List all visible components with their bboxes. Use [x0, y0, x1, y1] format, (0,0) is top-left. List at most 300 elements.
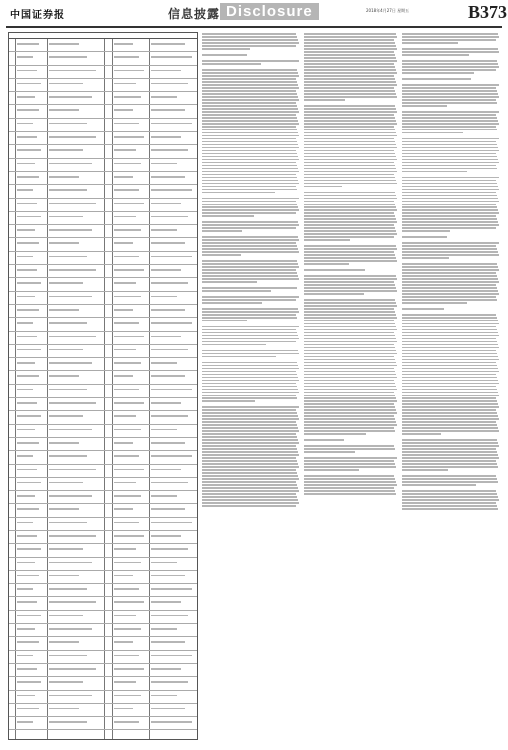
text-line-placeholder: [304, 105, 395, 107]
text-line-placeholder: [202, 350, 298, 352]
text-line-placeholder: [402, 257, 449, 259]
text-line-placeholder: [402, 218, 497, 220]
table-cell-placeholder: [114, 56, 139, 58]
text-line-placeholder: [304, 350, 396, 352]
table-cell-placeholder: [17, 628, 35, 630]
text-line-placeholder: [402, 87, 496, 89]
table-row: [9, 438, 197, 451]
text-line-placeholder: [202, 439, 298, 441]
text-line-placeholder: [402, 66, 499, 68]
text-line-placeholder: [402, 159, 498, 161]
text-line-placeholder: [202, 105, 297, 107]
text-line-placeholder: [304, 421, 396, 423]
text-line-placeholder: [202, 341, 296, 343]
text-line-placeholder: [202, 377, 298, 379]
table-row: [9, 584, 197, 597]
text-line-placeholder: [304, 120, 396, 122]
text-line-placeholder: [304, 156, 396, 158]
disclosure-table: [8, 32, 198, 740]
table-row: [9, 185, 197, 198]
text-line-placeholder: [304, 383, 395, 385]
text-line-placeholder: [202, 224, 299, 226]
text-line-placeholder: [202, 42, 299, 44]
table-cell-placeholder: [114, 70, 144, 72]
table-cell-placeholder: [17, 256, 33, 258]
text-line-placeholder: [202, 412, 297, 414]
text-line-placeholder: [402, 317, 497, 319]
text-line-placeholder: [202, 329, 296, 331]
text-line-placeholder: [202, 242, 296, 244]
text-line-placeholder: [202, 78, 296, 80]
table-row: [9, 52, 197, 65]
text-line-placeholder: [304, 356, 394, 358]
text-line-placeholder: [202, 165, 297, 167]
table-cell-placeholder: [151, 269, 181, 271]
text-line-placeholder: [202, 397, 297, 399]
text-line-placeholder: [304, 171, 397, 173]
table-cell-placeholder: [17, 176, 39, 178]
table-cell-placeholder: [151, 681, 188, 683]
text-line-placeholder: [304, 409, 396, 411]
text-line-placeholder: [202, 201, 296, 203]
table-row: [9, 225, 197, 238]
text-line-placeholder: [402, 430, 499, 432]
table-cell-placeholder: [151, 482, 188, 484]
table-row: [9, 318, 197, 331]
table-row: [9, 305, 197, 318]
text-line-placeholder: [304, 466, 396, 468]
text-line-placeholder: [304, 123, 397, 125]
text-line-placeholder: [304, 311, 395, 313]
text-line-placeholder: [202, 180, 298, 182]
table-row: [9, 624, 197, 637]
table-cell-placeholder: [17, 508, 39, 510]
text-line-placeholder: [402, 132, 463, 134]
text-line-placeholder: [304, 335, 395, 337]
text-line-placeholder: [202, 466, 299, 468]
table-cell-placeholder: [17, 109, 39, 111]
text-line-placeholder: [202, 72, 298, 74]
text-column-2: [202, 32, 300, 740]
text-line-placeholder: [402, 105, 447, 107]
text-line-placeholder: [202, 215, 254, 217]
text-line-placeholder: [202, 287, 297, 289]
text-line-placeholder: [304, 389, 397, 391]
text-line-placeholder: [402, 215, 496, 217]
text-line-placeholder: [402, 102, 497, 104]
text-line-placeholder: [304, 78, 395, 80]
table-cell-placeholder: [49, 362, 92, 364]
text-line-placeholder: [402, 227, 496, 229]
text-line-placeholder: [402, 454, 498, 456]
text-line-placeholder: [402, 412, 497, 414]
text-line-placeholder: [402, 221, 498, 223]
text-line-placeholder: [304, 386, 396, 388]
table-row: [9, 677, 197, 690]
text-line-placeholder: [304, 72, 397, 74]
table-cell-placeholder: [49, 455, 87, 457]
table-cell-placeholder: [114, 469, 144, 471]
text-line-placeholder: [202, 368, 299, 370]
text-line-placeholder: [202, 278, 299, 280]
text-line-placeholder: [202, 102, 296, 104]
text-line-placeholder: [202, 174, 296, 176]
text-line-placeholder: [402, 242, 499, 244]
text-line-placeholder: [304, 320, 394, 322]
text-line-placeholder: [402, 451, 497, 453]
text-line-placeholder: [304, 403, 394, 405]
text-line-placeholder: [202, 48, 250, 50]
table-cell-placeholder: [49, 681, 83, 683]
masthead: [0, 0, 508, 26]
table-cell-placeholder: [17, 136, 37, 138]
text-line-placeholder: [202, 90, 296, 92]
table-cell-placeholder: [49, 708, 79, 710]
text-line-placeholder: [304, 251, 394, 253]
text-line-placeholder: [402, 275, 497, 277]
table-cell-placeholder: [114, 242, 133, 244]
table-cell-placeholder: [151, 695, 177, 697]
body-text: [304, 33, 398, 494]
table-row: [9, 252, 197, 265]
text-line-placeholder: [402, 144, 497, 146]
text-line-placeholder: [402, 165, 496, 167]
text-line-placeholder: [402, 212, 499, 214]
table-row: [9, 132, 197, 145]
page-number: B373: [468, 2, 508, 22]
table-cell-placeholder: [49, 548, 83, 550]
text-line-placeholder: [304, 75, 394, 77]
text-line-placeholder: [402, 308, 444, 310]
text-line-placeholder: [304, 39, 394, 41]
text-line-placeholder: [202, 93, 297, 95]
table-cell-placeholder: [49, 562, 92, 564]
table-cell-placeholder: [114, 336, 144, 338]
table-cell-placeholder: [114, 615, 136, 617]
text-line-placeholder: [402, 177, 499, 179]
text-line-placeholder: [202, 171, 299, 173]
table-cell-placeholder: [151, 575, 185, 577]
table-row: [9, 278, 197, 291]
text-line-placeholder: [202, 472, 297, 474]
text-line-placeholder: [202, 320, 247, 322]
table-cell-placeholder: [151, 668, 181, 670]
table-cell-placeholder: [17, 522, 33, 524]
table-cell-placeholder: [151, 123, 192, 125]
table-cell-placeholder: [114, 562, 141, 564]
table-cell-placeholder: [17, 601, 37, 603]
text-line-placeholder: [304, 90, 395, 92]
text-line-placeholder: [202, 415, 298, 417]
text-line-placeholder: [202, 132, 298, 134]
table-cell-placeholder: [17, 96, 35, 98]
text-line-placeholder: [304, 448, 395, 450]
text-line-placeholder: [402, 195, 497, 197]
text-line-placeholder: [304, 278, 397, 280]
text-line-placeholder: [402, 72, 474, 74]
text-line-placeholder: [304, 42, 395, 44]
table-row: [9, 504, 197, 517]
text-line-placeholder: [402, 433, 441, 435]
text-line-placeholder: [402, 206, 497, 208]
text-line-placeholder: [304, 392, 394, 394]
table-row: [9, 691, 197, 704]
text-line-placeholder: [202, 245, 297, 247]
table-cell-placeholder: [49, 56, 87, 58]
text-line-placeholder: [402, 296, 496, 298]
table-cell-placeholder: [17, 189, 33, 191]
text-column-4: [402, 32, 500, 740]
text-line-placeholder: [402, 236, 447, 238]
table-cell-placeholder: [17, 415, 41, 417]
table-row: [9, 531, 197, 544]
text-line-placeholder: [402, 278, 498, 280]
table-cell-placeholder: [114, 415, 136, 417]
text-line-placeholder: [304, 439, 344, 441]
text-line-placeholder: [304, 201, 394, 203]
text-line-placeholder: [202, 335, 298, 337]
table-row: [9, 172, 197, 185]
table-cell-placeholder: [17, 442, 39, 444]
table-cell-placeholder: [114, 575, 133, 577]
table-cell-placeholder: [17, 349, 41, 351]
text-line-placeholder: [304, 487, 394, 489]
text-line-placeholder: [304, 430, 395, 432]
text-line-placeholder: [202, 505, 296, 507]
table-cell-placeholder: [49, 375, 79, 377]
table-cell-placeholder: [49, 109, 79, 111]
text-line-placeholder: [304, 93, 396, 95]
text-line-placeholder: [304, 344, 394, 346]
text-line-placeholder: [402, 380, 498, 382]
table-cell-placeholder: [151, 70, 181, 72]
text-line-placeholder: [304, 490, 395, 492]
table-cell-placeholder: [151, 402, 181, 404]
text-line-placeholder: [304, 293, 364, 295]
text-line-placeholder: [202, 254, 241, 256]
text-line-placeholder: [202, 120, 298, 122]
text-line-placeholder: [304, 326, 396, 328]
table-cell-placeholder: [114, 601, 144, 603]
table-cell-placeholder: [49, 70, 96, 72]
table-cell-placeholder: [17, 70, 37, 72]
table-cell-placeholder: [114, 149, 136, 151]
table-cell-placeholder: [114, 96, 141, 98]
text-line-placeholder: [202, 430, 299, 432]
table-cell-placeholder: [49, 163, 92, 165]
text-line-placeholder: [202, 177, 297, 179]
text-line-placeholder: [402, 323, 499, 325]
text-line-placeholder: [402, 460, 496, 462]
table-cell-placeholder: [49, 429, 92, 431]
table-cell-placeholder: [49, 389, 87, 391]
text-line-placeholder: [304, 433, 366, 435]
table-cell-placeholder: [151, 349, 188, 351]
text-line-placeholder: [202, 383, 296, 385]
table-cell-placeholder: [17, 721, 33, 723]
text-line-placeholder: [202, 365, 298, 367]
table-row: [9, 704, 197, 717]
text-line-placeholder: [202, 150, 296, 152]
text-line-placeholder: [402, 484, 476, 486]
text-line-placeholder: [402, 478, 497, 480]
text-line-placeholder: [402, 54, 469, 56]
text-line-placeholder: [304, 186, 342, 188]
body-text: [402, 33, 500, 509]
text-line-placeholder: [402, 392, 498, 394]
text-line-placeholder: [402, 395, 499, 397]
table-cell-placeholder: [114, 495, 141, 497]
text-line-placeholder: [202, 263, 298, 265]
text-line-placeholder: [202, 478, 299, 480]
text-line-placeholder: [304, 347, 395, 349]
text-line-placeholder: [202, 209, 299, 211]
text-line-placeholder: [304, 138, 394, 140]
table-cell-placeholder: [17, 229, 35, 231]
table-row: [9, 518, 197, 531]
text-line-placeholder: [202, 141, 297, 143]
text-line-placeholder: [304, 460, 394, 462]
text-line-placeholder: [402, 371, 499, 373]
table-row: [9, 238, 197, 251]
text-line-placeholder: [202, 299, 296, 301]
table-cell-placeholder: [114, 482, 136, 484]
text-line-placeholder: [202, 138, 296, 140]
text-line-placeholder: [402, 320, 498, 322]
text-line-placeholder: [304, 177, 395, 179]
table-cell-placeholder: [17, 402, 37, 404]
text-line-placeholder: [402, 445, 499, 447]
text-line-placeholder: [304, 397, 396, 399]
text-line-placeholder: [202, 418, 299, 420]
table-cell-placeholder: [114, 535, 144, 537]
table-cell-placeholder: [49, 641, 79, 643]
text-line-placeholder: [202, 451, 298, 453]
table-row: [9, 637, 197, 650]
text-line-placeholder: [304, 162, 394, 164]
text-line-placeholder: [202, 290, 271, 292]
text-line-placeholder: [402, 171, 467, 173]
text-line-placeholder: [402, 403, 498, 405]
text-line-placeholder: [402, 60, 497, 62]
text-line-placeholder: [304, 126, 394, 128]
text-line-placeholder: [304, 81, 396, 83]
text-line-placeholder: [402, 201, 499, 203]
table-cell-placeholder: [49, 469, 96, 471]
table-cell-placeholder: [49, 189, 87, 191]
text-line-placeholder: [402, 141, 496, 143]
text-line-placeholder: [202, 281, 257, 283]
text-line-placeholder: [202, 206, 298, 208]
text-line-placeholder: [202, 442, 299, 444]
table-cell-placeholder: [49, 588, 87, 590]
text-line-placeholder: [402, 344, 498, 346]
text-line-placeholder: [202, 248, 298, 250]
text-line-placeholder: [402, 168, 497, 170]
table-cell-placeholder: [49, 256, 87, 258]
text-line-placeholder: [402, 424, 497, 426]
table-cell-placeholder: [17, 668, 37, 670]
table-cell-placeholder: [151, 522, 192, 524]
text-line-placeholder: [304, 406, 395, 408]
text-line-placeholder: [304, 317, 397, 319]
table-cell-placeholder: [151, 96, 177, 98]
table-cell-placeholder: [151, 176, 185, 178]
text-line-placeholder: [304, 299, 395, 301]
table-cell-placeholder: [114, 641, 133, 643]
table-row: [9, 199, 197, 212]
table-row: [9, 398, 197, 411]
table-cell-placeholder: [151, 588, 192, 590]
text-line-placeholder: [304, 218, 396, 220]
table-cell-placeholder: [114, 83, 136, 85]
text-line-placeholder: [304, 400, 397, 402]
text-line-placeholder: [202, 448, 297, 450]
text-line-placeholder: [304, 150, 394, 152]
table-row: [9, 66, 197, 79]
text-line-placeholder: [402, 204, 496, 206]
table-cell-placeholder: [17, 708, 39, 710]
table-cell-placeholder: [114, 203, 144, 205]
text-line-placeholder: [304, 153, 395, 155]
text-line-placeholder: [202, 192, 275, 194]
text-line-placeholder: [402, 335, 499, 337]
table-cell-placeholder: [151, 309, 185, 311]
table-cell-placeholder: [114, 442, 133, 444]
text-line-placeholder: [402, 156, 497, 158]
text-line-placeholder: [304, 204, 395, 206]
table-cell-placeholder: [151, 336, 181, 338]
table-cell-placeholder: [17, 56, 33, 58]
text-line-placeholder: [202, 87, 299, 89]
text-line-placeholder: [402, 439, 497, 441]
table-cell-placeholder: [114, 282, 136, 284]
text-line-placeholder: [402, 48, 498, 50]
text-line-placeholder: [202, 126, 296, 128]
table-cell-placeholder: [49, 655, 87, 657]
text-line-placeholder: [402, 42, 458, 44]
table-cell-placeholder: [151, 495, 177, 497]
table-cell-placeholder: [151, 362, 177, 364]
table-cell-placeholder: [151, 256, 192, 258]
text-line-placeholder: [304, 57, 396, 59]
text-line-placeholder: [402, 281, 499, 283]
text-line-placeholder: [304, 290, 397, 292]
text-line-placeholder: [402, 466, 498, 468]
text-line-placeholder: [304, 66, 395, 68]
table-cell-placeholder: [17, 43, 39, 45]
text-line-placeholder: [402, 475, 496, 477]
text-line-placeholder: [304, 192, 395, 194]
table-cell-placeholder: [114, 708, 133, 710]
text-line-placeholder: [402, 496, 498, 498]
text-line-placeholder: [304, 377, 397, 379]
table-cell-placeholder: [151, 322, 192, 324]
text-line-placeholder: [202, 239, 299, 241]
text-line-placeholder: [402, 150, 499, 152]
table-cell-placeholder: [151, 455, 192, 457]
table-cell-placeholder: [17, 362, 35, 364]
text-line-placeholder: [304, 168, 396, 170]
text-line-placeholder: [304, 233, 397, 235]
text-column-3: [304, 32, 398, 740]
text-line-placeholder: [304, 69, 396, 71]
table-cell-placeholder: [151, 109, 185, 111]
text-line-placeholder: [202, 353, 299, 355]
table-row: [9, 411, 197, 424]
text-line-placeholder: [304, 305, 397, 307]
table-cell-placeholder: [49, 43, 79, 45]
